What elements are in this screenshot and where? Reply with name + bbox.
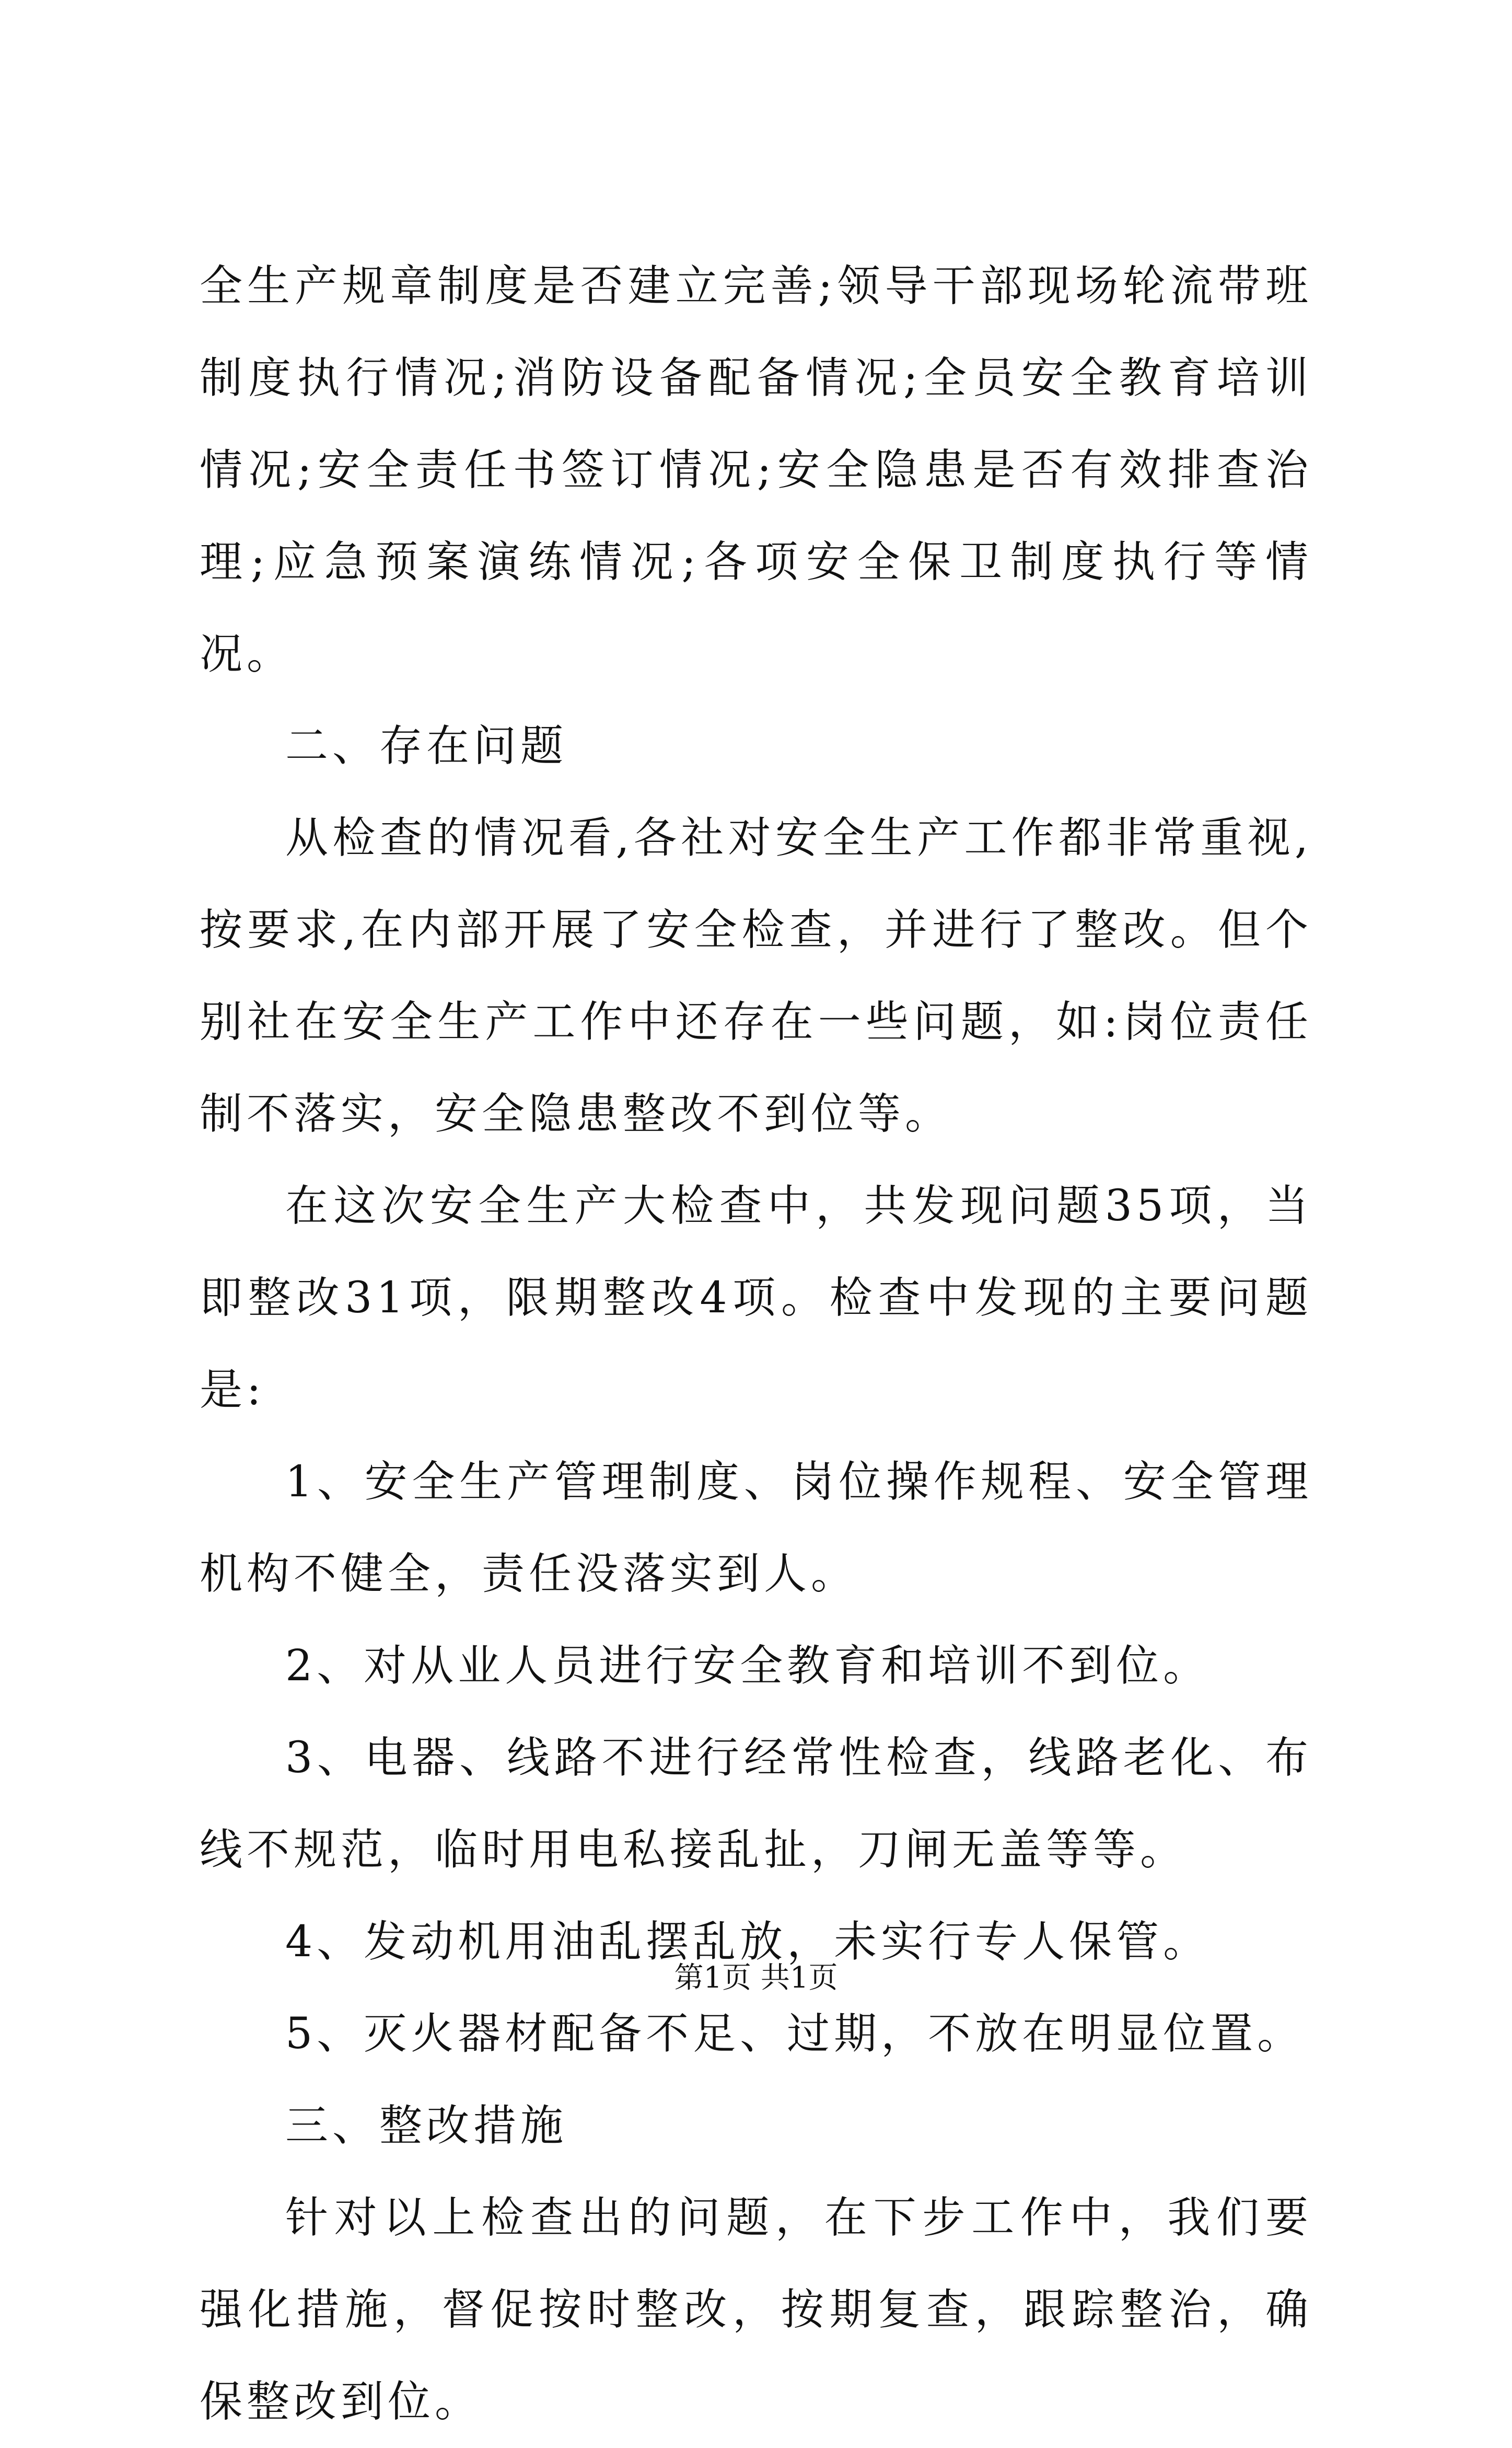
section-heading-measures: 三、整改措施 (285, 2101, 568, 2151)
list-item-1: 1、安全生产管理制度、岗位操作规程、安全管理机构不健全，责任没落实到人。 (200, 1457, 1312, 1599)
paragraph-4: 在这次安全生产大检查中，共发现问题35项，当即整改31项，限期整改4项。检查中发现的主要问题是: (200, 1181, 1312, 1415)
section-heading-problems: 二、存在问题 (285, 721, 568, 771)
paragraph-11: 针对以上检查出的问题，在下步工作中，我们要强化措施，督促按时整改，按期复查，跟踪整治，确保整改到位。 (200, 2193, 1312, 2427)
document-body (200, 240, 1312, 2448)
paragraph-3: 从检查的情况看,各社对安全生产工作都非常重视,按要求,在内部开展了安全检查，并进行了整改。但个别社在安全生产工作中还存在一些问题，如:岗位责任制不落实，安全隐患整改不到位等。 (200, 813, 1312, 1139)
list-item-3: 3、电器、线路不进行经常性检查，线路老化、布线不规范，临时用电私接乱扯，刀闸无盖等等。 (200, 1733, 1312, 1875)
page-footer: 第1页 共1页 (674, 1961, 838, 1995)
paragraph-1: 全生产规章制度是否建立完善;领导干部现场轮流带班制度执行情况;消防设备配备情况;全员安全教育培训情况;安全责任书签订情况;安全隐患是否有效排查治理;应急预案演练情况;各项安全保卫制度执行等情况。 (200, 261, 1312, 679)
list-item-2: 2、对从业人员进行安全教育和培训不到位。 (285, 1641, 1211, 1691)
list-item-5: 5、灭火器材配备不足、过期，不放在明显位置。 (285, 2009, 1305, 2059)
list-item-4: 4、发动机用油乱摆乱放，未实行专人保管。 (285, 1917, 1211, 1967)
